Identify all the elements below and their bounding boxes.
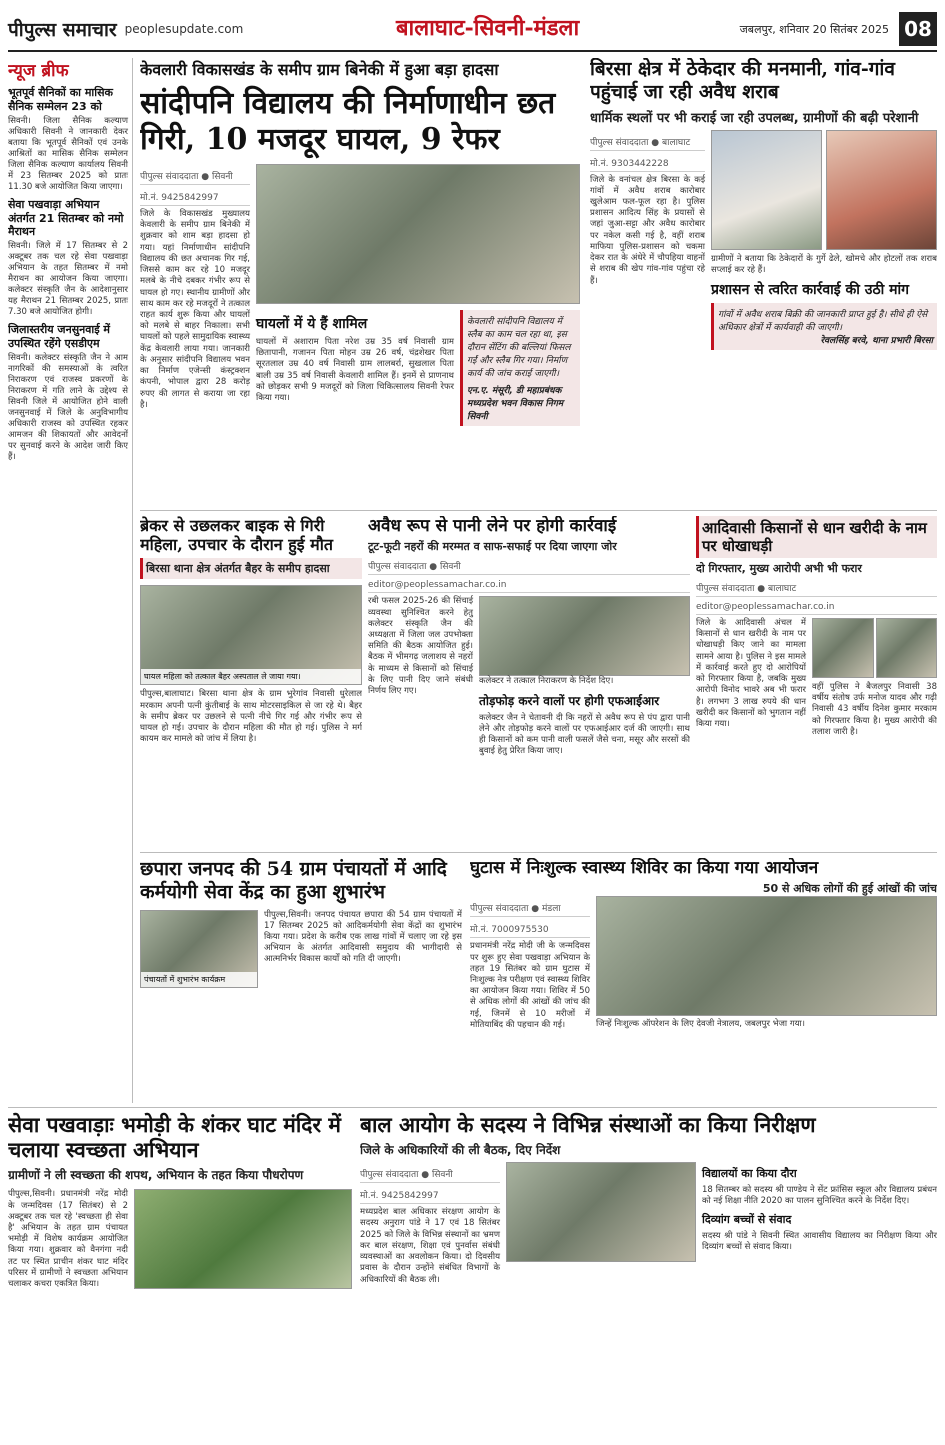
- tribal-subheadline: दो गिरफ्तार, मुख्य आरोपी अभी भी फरार: [696, 562, 862, 575]
- newspaper-logo: पीपुल्स समाचार: [8, 19, 117, 41]
- tribal-byline: पीपुल्स संवाददाता ● बालाघाट: [696, 579, 937, 597]
- bhamodi-body: पीपुल्स,सिवनी। प्रधानमंत्री नरेंद्र मोदी के जन्मदिवस (17 सितंबर) से 2 अक्टूबर तक चल रहे 'स्वच्छता ही सेवा है' अभियान के तहत ग्राम पंचायत भमोड़ी में विशेष कार्यक्रम आयोजित किया गया। शुक्रवार को वैनगंगा नदी तट पर स्थित प्राचीन शंकर घाट मंदिर परिसर में ग्रामीणों ने स्वच्छता अभियान चलाकर कचरा एकत्रित किया।: [8, 1189, 128, 1290]
- commission-story: [360, 1112, 937, 1437]
- camp-body: प्रधानमंत्री नरेंद्र मोदी जी के जन्मदिवस पर शुरू हुए सेवा पखवाड़ा अभियान के तहत 19 सितंबर को ग्राम घुटास में निःशुल्क नेत्र परीक्षण एवं स्वास्थ्य शिविर का आयोजन किया गया। शिविर में 50 से अधिक लोगों की आंखों की जांच की गई, जिनमें से 10 मरीजों में मोतियाबिंद की पहचान की गई।: [470, 941, 590, 1030]
- chhapara-headline: छपारा जनपद की 54 ग्राम पंचायतों में आदि कर्मयोगी सेवा केंद्र का हुआ शुभारंभ: [140, 858, 447, 903]
- brief-title: जिलास्तरीय जनसुनवाई में उपस्थित रहेंगे एसडीएम: [8, 323, 111, 351]
- tribal-body: जिले के आदिवासी अंचल में किसानों से धान खरीदी के नाम पर धोखाधड़ी किए जाने का मामला सामने आया है। पुलिस ने इस मामले में कार्रवाई करते हुए दो आरोपियों को गिरफ्तार किया है, जबकि मुख्य आरोपी विनोद भावरे अब भी फरार है। लगभग 3 लाख रुपये की धान खरीदी कर किसानों को भुगतान नहीं किया गया।: [696, 618, 806, 729]
- accident-body: पीपुल्स,बालाघाट। बिरसा थाना क्षेत्र के ग्राम भुरेगांव निवासी धुरेलाल मरकाम अपनी पत्नी कुंतीबाई के साथ मोटरसाइकिल से जा रहे थे। बैहर के समीप ब्रेकर पर उछलने से पत्नी नीचे गिर गई और गंभीर रूप से घायल हो गई। उपचार के दौरान महिला की मौत हो गई। पुलिस ने मर्ग कायम कर मामले को जांच में लिया है।: [140, 689, 362, 745]
- chhapara-story: [140, 858, 462, 1103]
- house-photo: [711, 130, 822, 250]
- water-body-2: कलेक्टर जैन ने चेतावनी दी कि नहरों से अवैध रूप से पंप द्वारा पानी लेने और तोड़फोड़ करने वालों पर एफआईआर दर्ज की जाएगी। साथ ही किसानों को कम पानी वाली फसलें जैसे चना, मसूर और सरसों की बुवाई हेतु प्रेरित किया जाए।: [479, 712, 690, 757]
- camp-photo-caption: जिन्हें निःशुल्क ऑपरेशन के लिए देवजी नेत्रालय, जबलपुर भेजा गया।: [596, 1019, 805, 1030]
- meeting-photo: [479, 596, 690, 676]
- chhapara-body: पीपुल्स,सिवनी। जनपद पंचायत छपारा की 54 ग्राम पंचायतों में 17 सितम्बर 2025 को आदिकर्मयोगी सेवा केंद्रों का शुभारंभ किया गया। प्रदेश के करीब एक लाख गांवों में चलाए जा रहे इस अभियान के अंतर्गत आदिवासी समुदाय की भागीदारी से आत्मनिर्भर विकास कार्यों को गति दी जाएगी।: [264, 909, 462, 965]
- commission-mobile: मो.नं. 9425842997: [360, 1186, 500, 1204]
- lead-headline: सांदीपनि विद्यालय की निर्माणाधीन छत गिरी, 10 मजदूर घायल, 9 रेफर: [140, 86, 556, 157]
- commission-body: मध्यप्रदेश बाल अधिकार संरक्षण आयोग के सदस्य अनुराग पांडे ने 17 एवं 18 सितंबर 2025 को जिले के विभिन्न संस्थानों का भ्रमण कर बाल संरक्षण, शिक्षा एवं पुनर्वास संबंधी व्यवस्थाओं का अवलोकन किया। दो दिवसीय प्रवास के दौरान उन्होंने संबंधित विभागों के अधिकारियों की बैठक ली।: [360, 1207, 500, 1285]
- page-number: 08: [899, 12, 937, 46]
- lead-kicker: केवलारी विकासखंड के समीप ग्राम बिनेकी में हुआ बड़ा हादसा: [140, 60, 499, 79]
- commission-subhead: विद्यालयों का किया दौरा: [702, 1167, 797, 1181]
- bhamodi-headline: सेवा पखवाड़ाः भमोड़ी के शंकर घाट मंदिर में चलाया स्वच्छता अभियान: [8, 1112, 341, 1163]
- issue-date: जबलपुर, शनिवार 20 सितंबर 2025: [739, 23, 889, 36]
- camp-headline: घुटास में निःशुल्क स्वास्थ्य शिविर का किया गया आयोजन: [470, 858, 819, 878]
- birsa-liquor-story: [590, 58, 937, 506]
- commission-body-2: 18 सितम्बर को सदस्य श्री पाण्डेय ने सेंट फ्रांसिस स्कूल और विद्यालय प्रबंधन को नई शिक्षा नीति 2020 का पालन सुनिश्चित करने के निर्देश दिए।: [702, 1185, 937, 1207]
- water-action-story: [368, 516, 690, 848]
- birsa-headline: बिरसा क्षेत्र में ठेकेदार की मनमानी, गांव-गांव पहुंचाई जा रही अवैध शराब: [590, 58, 895, 103]
- birsa-subhead: प्रशासन से त्वरित कार्रवाई की उठी मांग: [711, 282, 909, 299]
- injured-list-text: घायलों में अशाराम पिता नरेश उम्र 35 वर्ष निवासी ग्राम छितापानी, गजानन पिता मोहन उम्र 26 वर्ष, चंद्रशेखर पिता सूरतलाल उम्र 40 वर्ष निवासी ग्राम लालबर्रा, सुखलाल पिता बाली उम्र 35 वर्ष निवासी केवलारी शामिल हैं। इनमें से प्राणनाथ को छोड़कर सभी 9 मजदूरों को जिला चिकित्सालय सिवनी रेफर किया गया।: [256, 337, 454, 404]
- site-url[interactable]: peoplesupdate.com: [124, 22, 244, 36]
- camp-byline: पीपुल्स संवाददाता ● मंडला: [470, 899, 590, 917]
- chhapara-photo-caption: पंचायतों में शुभारंभ कार्यक्रम: [141, 972, 257, 987]
- lead-quote-by: एन.ए. मंसूरी, डी महाप्रबंधक मध्यप्रदेश भवन विकास निगम सिवनी: [467, 386, 564, 422]
- lead-mobile: मो.नं. 9425842997: [140, 188, 250, 206]
- commission-subheadline: जिले के अधिकारियों की ली बैठक, दिए निर्देश: [360, 1143, 561, 1158]
- accident-subheadline: बिरसा थाना क्षेत्र अंतर्गत बैहर के समीप हादसा: [140, 558, 362, 579]
- camp-subheadline: 50 से अधिक लोगों की हुई आंखों की जांच: [762, 882, 937, 896]
- lead-story: [140, 58, 580, 506]
- water-subheadline: टूट-फूटी नहरों की मरम्मत व साफ-सफाई पर दिया जाएगा जोर: [368, 540, 617, 554]
- commission-subhead-2: दिव्यांग बच्चों से संवाद: [702, 1212, 792, 1226]
- tribal-fraud-story: [696, 516, 937, 848]
- birsa-photo-caption: ग्रामीणों ने बताया कि ठेकेदारों के गुर्गे ढेले, खोमचे और होटलों तक शराब सप्लाई कर रहे हैं।: [711, 253, 937, 275]
- lead-byline: पीपुल्स संवाददाता ● सिवनी: [140, 167, 250, 185]
- lead-body: जिले के विकासखंड मुख्यालय केवलारी के समीप ग्राम बिनेकी में शुक्रवार को शाम बड़ा हादसा हो गया। यहां निर्माणाधीन सांदीपनि विद्यालय की छत अचानक गिर गई, जिससे काम कर रहे 10 मजदूर मलबे के नीचे दबकर गंभीर रूप से घायल हो गए। स्थानीय ग्रामीणों और साथ काम कर रहे मजदूरों ने तत्काल राहत कार्य शुरू किया और घायलों को मलबे से बाहर निकाला। सभी घायलों को पहले सामुदायिक स्वास्थ्य केंद्र केवलारी लाया गया। जानकारी के अनुसार सांदीपनि विद्यालय भवन का निर्माण एजेन्सी कंस्ट्रक्शन कंपनी, भोपाल द्वारा 28 करोड़ रुपए की लागत से कराया जा रहा है।: [140, 209, 250, 410]
- news-brief-label: न्यूज ब्रीफ: [8, 61, 69, 81]
- water-body: रबी फसल 2025-26 की सिंचाई व्यवस्था सुनिश्चित करने हेतु कलेक्टर संस्कृति जैन की अध्यक्षता में जिला जल उपभोक्ता समिति की बैठक आयोजित हुई। बैठक में भीमगढ़ जलाशय से नहरों के माध्यम से किसानों को सिंचाई के लिए पानी दिए जाने संबंधी निर्णय लिए गए।: [368, 596, 473, 697]
- water-photo-caption: कलेक्टर ने तत्काल निराकरण के निर्देश दिए।: [479, 676, 614, 687]
- birsa-quote-by: रेवलसिंह बरवे, थाना प्रभारी बिरसा: [820, 336, 933, 347]
- chhapara-photo: [140, 910, 258, 988]
- brief-text: सिवनी। जिला सैनिक कल्याण अधिकारी सिवनी ने जानकारी देकर बताया कि भूतपूर्व सैनिकों एवं उनके आश्रितों का मासिक सैनिक सम्मेलन जिला सैनिक कल्याण कार्यालय सिवनी में 23 सितम्बर 2025 को प्रातः 11.30 बजे आयोजित किया जाएगा।: [8, 115, 128, 192]
- commission-byline: पीपुल्स संवाददाता ● सिवनी: [360, 1165, 500, 1183]
- water-headline: अवैध रूप से पानी लेने पर होगी कार्रवाई: [368, 516, 617, 536]
- brief-text: सिवनी। जिले में 17 सितम्बर से 2 अक्टूबर तक चल रहे सेवा पखवाड़ा अभियान के तहत सितम्बर में नमो मैराथन का आयोजन किया जाएगा। कलेक्टर संस्कृति जैन के आदेशानुसार यह मैराथन 21 सितम्बर 2025, प्रातः 7.30 बजे आयोजित होगी।: [8, 241, 128, 318]
- liquor-photo: [826, 130, 937, 250]
- masthead: [8, 8, 937, 52]
- accident-photo-caption: घायल महिला को तत्काल बैहर अस्पताल ले जाया गया।: [141, 669, 361, 684]
- accident-story: [140, 516, 362, 848]
- commission-headline: बाल आयोग के सदस्य ने विभिन्न संस्थाओं का किया निरीक्षण: [360, 1112, 816, 1137]
- water-subhead: तोड़फोड़ करने वालों पर होगी एफआईआर: [479, 693, 660, 708]
- commission-body-3: सदस्य श्री पांडे ने सिवनी स्थित आवासीय विद्यालय का निरीक्षण किया और दिव्यांग बच्चों से संवाद किया।: [702, 1230, 937, 1252]
- birsa-byline: पीपुल्स संवाददाता ● बालाघाट: [590, 133, 705, 151]
- birsa-body: जिले के वनांचल क्षेत्र बिरसा के कई गांवों में अवैध शराब कारोबार खुलेआम फल-फूल रहा है। पुलिस प्रशासन आदित्य सिंह के प्रयासों से जहां जुआ-सट्टा और अवैध कारोबार पर नकेल कसी गई है, वहीं शराब माफिया पुलिस-प्रशासन को चकमा देकर रात के अंधेरे में चौपहिया वाहनों से शराब की खेप गांव-गांव पहुंचा रहे हैं।: [590, 174, 705, 286]
- collapsed-roof-photo: [256, 164, 580, 304]
- cleanliness-photo: [134, 1189, 352, 1289]
- birsa-mobile: मो.नं. 9303442228: [590, 154, 705, 172]
- bhamodi-story: [8, 1112, 352, 1437]
- brief-title: भूतपूर्व सैनिकों का मासिक सैनिक सम्मेलन 23 को: [8, 86, 113, 113]
- commission-meeting-photo: [506, 1162, 696, 1262]
- water-email[interactable]: editor@peoplessamachar.co.in: [368, 578, 690, 593]
- tribal-email[interactable]: editor@peoplessamachar.co.in: [696, 600, 937, 615]
- water-byline: पीपुल्स संवाददाता ● सिवनी: [368, 557, 690, 575]
- birsa-subheadline: धार्मिक स्थलों पर भी कराई जा रही उपलब्ध, ग्रामीणों की बढ़ी परेशानी: [590, 110, 919, 126]
- section-title: बालाघाट-सिवनी-मंडला: [396, 15, 580, 41]
- injured-list-title: घायलों में ये हैं शामिल: [256, 316, 368, 332]
- bhamodi-subheadline: ग्रामीणों ने ली स्वच्छता की शपथ, अभियान के तहत किया पौधरोपण: [8, 1168, 304, 1183]
- accused-photo-1: [812, 618, 874, 678]
- accident-photo: [140, 585, 362, 685]
- brief-text: सिवनी। कलेक्टर संस्कृति जैन ने आम नागरिकों की समस्याओं के त्वरित निराकरण एवं राजस्व प्रकरणों के निराकरण में गति लाने के उद्देश्य से सिवनी जिले में आयोजित होने वाली जनसुनवाई में जिले के अनुविभागीय अधिकारी राजस्व को उपस्थित रहकर आमजन की शिकायतों और आवेदनों पर सुनवाई करने के आदेश जारी किए हैं।: [8, 352, 128, 463]
- brief-title: सेवा पखवाड़ा अभियान अंतर्गत 21 सितम्बर को नमो मैराथन: [8, 197, 124, 239]
- health-camp-photo: [596, 896, 937, 1016]
- tribal-body-2: वहीं पुलिस ने बैजलपुर निवासी 38 वर्षीय संतोष उर्फ मनोज यादव और गढ़ी निवासी 43 वर्षीय दिनेश कुमार मरकाम को गिरफ्तार किया है। मुख्य आरोपी की तलाश जारी है।: [812, 682, 937, 737]
- camp-mobile: मो.नं. 7000975530: [470, 920, 590, 938]
- birsa-quote: गांवों में अवैध शराब बिक्री की जानकारी प्राप्त हुई है। सीधे ही ऐसे अधिकार क्षेत्रों में कार्यवाही की जाएगी।: [718, 310, 928, 334]
- tribal-headline: आदिवासी किसानों से धान खरीदी के नाम पर धोखाधड़ी: [696, 516, 937, 558]
- accused-photo-2: [876, 618, 938, 678]
- accident-headline: ब्रेकर से उछलकर बाइक से गिरी महिला, उपचार के दौरान हुई मौत: [140, 516, 334, 555]
- news-brief-column: [8, 58, 133, 1103]
- health-camp-story: [470, 858, 937, 1103]
- lead-quote: केवलारी सांदीपनि विद्यालय में स्लैब का काम चल रहा था, इस दौरान सेंटिंग की बल्लियां फिसल गईं और स्लैब गिर गया। निर्माण कार्य की जांच कराई जाएगी।: [467, 317, 571, 379]
